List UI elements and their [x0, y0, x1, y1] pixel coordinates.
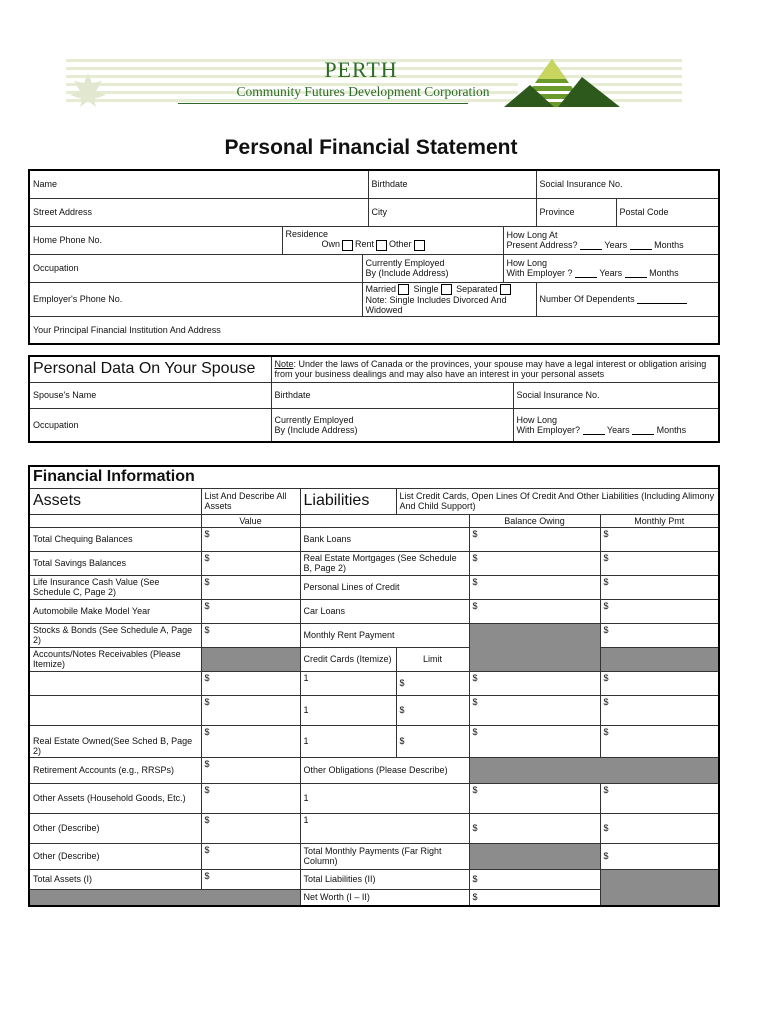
other-obligation-payment[interactable]: $	[600, 813, 719, 843]
receivable-item-value[interactable]: $	[201, 671, 300, 695]
note-text: : Under the laws of Canada or the provinces, your spouse may have a legal interest or obligation arising from your business dealings and may also have an interest in your personal assets	[274, 359, 707, 380]
residence-field	[282, 226, 503, 254]
dependents-blank[interactable]	[637, 303, 687, 304]
bank-loans-label: Bank Loans	[300, 527, 469, 551]
chequing-label: Total Chequing Balances	[29, 527, 201, 551]
dependents-field[interactable]	[536, 282, 719, 316]
spouse-how-long-label: How Long	[516, 414, 558, 425]
value-header: Value	[201, 514, 300, 527]
spouse-currently-employed-label: Currently Employed	[274, 414, 354, 425]
own-checkbox[interactable]	[342, 240, 353, 251]
receivables-label: Accounts/Notes Receivables (Please Itemize)	[29, 647, 201, 671]
shaded-cell	[600, 869, 719, 906]
employers-phone-field[interactable]: Employer's Phone No.	[29, 282, 362, 316]
savings-label: Total Savings Balances	[29, 551, 201, 575]
currently-employed-label: Currently Employed	[365, 258, 445, 268]
limit-header: Limit	[396, 647, 469, 671]
banner	[66, 57, 682, 109]
credit-card-limit[interactable]: $	[396, 671, 469, 695]
lines-of-credit-label: Personal Lines of Credit	[300, 575, 469, 599]
financial-institution-field[interactable]: Your Principal Financial Institution And Address	[29, 316, 719, 344]
document-title: Personal Financial Statement	[224, 136, 518, 159]
separated-checkbox[interactable]	[500, 284, 511, 295]
other-describe-value[interactable]: $	[201, 813, 300, 843]
assets-heading: Assets	[29, 488, 201, 514]
org-title: PERTH	[324, 57, 398, 82]
assets-note: List And Describe All Assets	[201, 488, 300, 514]
rent-payment[interactable]: $	[600, 623, 719, 647]
lines-of-credit-payment[interactable]: $	[600, 575, 719, 599]
real-estate-value[interactable]: $	[201, 725, 300, 757]
retirement-label: Retirement Accounts (e.g., RRSPs)	[29, 757, 201, 783]
dependents-label: Number Of Dependents	[539, 294, 635, 305]
months-blank[interactable]	[630, 249, 652, 250]
marital-status-field	[362, 282, 536, 316]
net-worth-label: Net Worth (I – II)	[300, 889, 469, 906]
years-blank[interactable]	[583, 434, 605, 435]
other-describe-label: Other (Describe)	[29, 843, 201, 869]
province-field[interactable]: Province	[536, 198, 616, 226]
automobile-label: Automobile Make Model Year	[29, 599, 201, 623]
occupation-field[interactable]: Occupation	[29, 254, 362, 282]
financial-heading: Financial Information	[29, 466, 719, 488]
blank-cell	[29, 514, 201, 527]
other-checkbox[interactable]	[414, 240, 425, 251]
mortgages-balance[interactable]: $	[469, 551, 600, 575]
credit-card-balance[interactable]: $	[469, 695, 600, 725]
spouse-occupation-field[interactable]: Occupation	[29, 408, 271, 442]
financial-info-table	[28, 465, 720, 907]
credit-card-payment[interactable]: $	[600, 725, 719, 757]
months-label: Months	[649, 268, 679, 278]
liabilities-heading: Liabilities	[300, 488, 396, 514]
months-blank[interactable]	[625, 277, 647, 278]
total-monthly-payments-value[interactable]: $	[600, 843, 719, 869]
other-obligation-balance[interactable]: $	[469, 783, 600, 813]
total-liabilities-value[interactable]: $	[469, 869, 600, 889]
shaded-cell	[201, 647, 300, 671]
other-assets-label: Other Assets (Household Goods, Etc.)	[29, 783, 201, 813]
life-insurance-label: Life Insurance Cash Value (See Schedule C, Page 2)	[29, 575, 201, 599]
credit-card-balance[interactable]: $	[469, 725, 600, 757]
personal-data-table	[28, 169, 720, 345]
spouse-name-field[interactable]: Spouse's Name	[29, 382, 271, 408]
automobile-value[interactable]: $	[201, 599, 300, 623]
spouse-heading: Personal Data On Your Spouse	[29, 356, 271, 382]
years-label: Years	[604, 240, 628, 250]
mortgages-label: Real Estate Mortgages (See Schedule B, Page 2)	[300, 551, 469, 575]
credit-card-balance[interactable]: $	[469, 671, 600, 695]
stocks-value[interactable]: $	[201, 623, 300, 647]
postal-code-field[interactable]: Postal Code	[616, 198, 719, 226]
lines-of-credit-balance[interactable]: $	[469, 575, 600, 599]
shaded-cell	[469, 623, 600, 671]
other-obligations-label: Other Obligations (Please Describe)	[300, 757, 469, 783]
city-field[interactable]: City	[368, 198, 536, 226]
how-long-at-label: How Long At	[506, 230, 558, 240]
spouse-employer-field[interactable]	[271, 408, 513, 442]
credit-card-name[interactable]: 1	[300, 725, 396, 757]
credit-card-payment[interactable]: $	[600, 671, 719, 695]
tree-logo-icon	[474, 57, 624, 109]
receivable-item[interactable]	[29, 671, 201, 695]
note-label: Note	[274, 359, 294, 370]
years-label: Years	[599, 268, 623, 278]
spouse-data-table	[28, 355, 720, 443]
spouse-birthdate-field[interactable]: Birthdate	[271, 382, 513, 408]
savings-value[interactable]: $	[201, 551, 300, 575]
present-address-label: Present Address?	[506, 240, 578, 250]
other-describe-value[interactable]: $	[201, 843, 300, 869]
rent-checkbox[interactable]	[376, 240, 387, 251]
chequing-value[interactable]: $	[201, 527, 300, 551]
how-long-label: How Long	[506, 258, 548, 268]
balance-owing-header: Balance Owing	[469, 514, 600, 527]
net-worth-value[interactable]: $	[469, 889, 600, 906]
credit-card-limit[interactable]: $	[396, 725, 469, 757]
credit-cards-label: Credit Cards (Itemize)	[300, 647, 396, 671]
rent-label: Rent	[355, 239, 375, 250]
org-rule	[178, 103, 468, 104]
real-estate-label: Real Estate Owned(See Sched B, Page 2)	[29, 725, 201, 757]
retirement-value[interactable]: $	[201, 757, 300, 783]
single-checkbox[interactable]	[441, 284, 452, 295]
shaded-cell	[600, 647, 719, 671]
separated-label: Separated	[456, 283, 498, 294]
spouse-include-address-label: By (Include Address)	[274, 424, 358, 435]
birthdate-field[interactable]: Birthdate	[368, 170, 536, 198]
spouse-sin-field[interactable]: Social Insurance No.	[513, 382, 719, 408]
residence-label: Residence	[285, 229, 329, 240]
monthly-pmt-header: Monthly Pmt	[600, 514, 719, 527]
married-label: Married	[365, 283, 397, 294]
blank-cell	[300, 514, 469, 527]
months-label: Months	[654, 240, 684, 250]
other-obligation-payment[interactable]: $	[600, 783, 719, 813]
home-phone-field[interactable]: Home Phone No.	[29, 226, 282, 254]
total-liabilities-label: Total Liabilities (II)	[300, 869, 469, 889]
car-loans-label: Car Loans	[300, 599, 469, 623]
car-loans-balance[interactable]: $	[469, 599, 600, 623]
bank-loans-payment[interactable]: $	[600, 527, 719, 551]
years-blank[interactable]	[580, 249, 602, 250]
include-address-label: By (Include Address)	[365, 268, 449, 278]
other-label: Other	[389, 239, 412, 250]
own-label: Own	[321, 239, 341, 250]
single-label: Single	[413, 283, 439, 294]
spouse-note	[271, 356, 719, 382]
sin-field[interactable]: Social Insurance No.	[536, 170, 719, 198]
liabilities-note: List Credit Cards, Open Lines Of Credit And Other Liabilities (Including Alimony And Child Support)	[396, 488, 719, 514]
shaded-cell	[29, 889, 300, 906]
single-note: Note: Single Includes Divorced And Widowed	[365, 294, 507, 315]
name-field[interactable]: Name	[29, 170, 368, 198]
life-insurance-value[interactable]: $	[201, 575, 300, 599]
total-monthly-payments-label: Total Monthly Payments (Far Right Column)	[300, 843, 469, 869]
stocks-label: Stocks & Bonds (See Schedule A, Page 2)	[29, 623, 201, 647]
months-blank[interactable]	[632, 434, 654, 435]
spouse-with-employer-label: With Employer?	[516, 424, 581, 435]
years-label: Years	[606, 424, 630, 435]
maple-leaf-icon	[68, 71, 108, 107]
months-label: Months	[656, 424, 687, 435]
total-assets-value[interactable]: $	[201, 869, 300, 889]
spouse-time-with-employer-field[interactable]	[513, 408, 719, 442]
other-describe-label: Other (Describe)	[29, 813, 201, 843]
credit-card-payment[interactable]: $	[600, 695, 719, 725]
receivable-item-value[interactable]: $	[201, 695, 300, 725]
total-assets-label: Total Assets (I)	[29, 869, 201, 889]
with-employer-label: With Employer ?	[506, 268, 573, 278]
married-checkbox[interactable]	[398, 284, 409, 295]
other-obligation-balance[interactable]: $	[469, 813, 600, 843]
other-assets-value[interactable]: $	[201, 783, 300, 813]
years-blank[interactable]	[575, 277, 597, 278]
shaded-cell	[469, 757, 719, 783]
credit-card-name[interactable]: 1	[300, 695, 396, 725]
bank-loans-balance[interactable]: $	[469, 527, 600, 551]
time-at-address-field[interactable]	[503, 226, 719, 254]
credit-card-name[interactable]: 1	[300, 671, 396, 695]
employer-field[interactable]	[362, 254, 503, 282]
org-subtitle: Community Futures Development Corporation	[236, 84, 490, 99]
mortgages-payment[interactable]: $	[600, 551, 719, 575]
rent-label: Monthly Rent Payment	[300, 623, 469, 647]
other-obligation-item[interactable]: 1	[300, 783, 469, 813]
street-address-field[interactable]: Street Address	[29, 198, 368, 226]
car-loans-payment[interactable]: $	[600, 599, 719, 623]
other-obligation-item[interactable]: 1	[300, 813, 469, 843]
receivable-item[interactable]	[29, 695, 201, 725]
shaded-cell	[469, 843, 600, 869]
credit-card-limit[interactable]: $	[396, 695, 469, 725]
time-with-employer-field[interactable]	[503, 254, 719, 282]
